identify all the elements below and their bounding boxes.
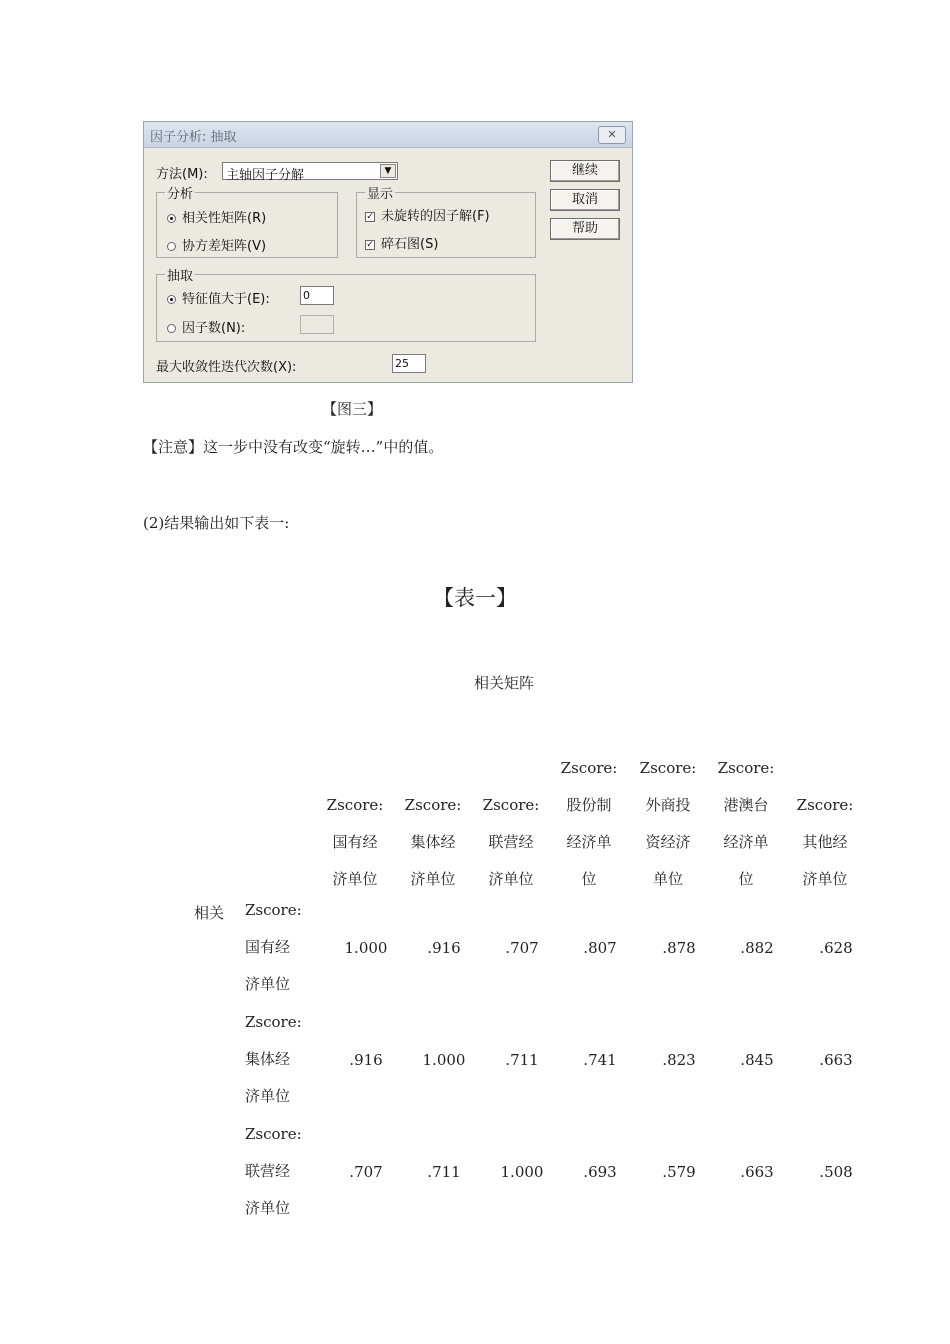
column-header <box>394 787 472 898</box>
column-header-line: Zscore: <box>639 759 697 777</box>
table-cell: .508 <box>819 1163 853 1181</box>
row-label-line: 济单位 <box>245 975 291 993</box>
column-header-line: 经济单 <box>723 833 769 851</box>
checkbox-scree-plot[interactable] <box>365 233 438 252</box>
column-header-line: 联营经 <box>488 833 534 851</box>
figure-caption: 【图三】 <box>322 400 383 418</box>
row-label-line: 联营经 <box>245 1162 291 1180</box>
checkbox-scree-label: 碎石图(S) <box>381 237 439 252</box>
row-label-line: Zscore: <box>245 1125 302 1143</box>
radio-factor-count[interactable] <box>167 317 245 336</box>
radio-eigenvalue[interactable] <box>167 288 270 307</box>
column-header-line: 股份制 <box>566 796 612 814</box>
extract-legend: 抽取 <box>165 265 195 284</box>
continue-button[interactable]: 继续 <box>550 160 620 182</box>
analysis-group <box>156 187 338 258</box>
close-icon[interactable]: ✕ <box>598 126 626 144</box>
column-header-line: 国有经 <box>332 833 378 851</box>
table-cell: .916 <box>427 939 461 957</box>
column-header <box>472 787 550 898</box>
column-header-line: 济单位 <box>488 870 534 888</box>
table-cell: .663 <box>819 1051 853 1069</box>
radio-unselected-icon <box>167 242 176 251</box>
row-label-line: Zscore: <box>245 1013 302 1031</box>
row-label-line: 集体经 <box>245 1050 291 1068</box>
table-cell: 1.000 <box>422 1051 466 1069</box>
radio-selected-icon <box>167 214 176 223</box>
column-header <box>707 750 785 898</box>
table-title: 【表一】 <box>433 586 517 610</box>
column-header-line: 单位 <box>652 870 683 888</box>
method-label: 方法(M): <box>156 167 208 182</box>
factor-count-input[interactable] <box>300 315 334 334</box>
checkmark-icon: ✓ <box>366 239 374 250</box>
radio-covariance-matrix[interactable] <box>167 235 266 254</box>
table-cell: .807 <box>583 939 617 957</box>
dialog-title: 因子分析: 抽取 <box>150 130 237 145</box>
table-cell: .741 <box>583 1051 617 1069</box>
radio-selected-icon <box>167 295 176 304</box>
checkbox-unrotated-label: 未旋转的因子解(F) <box>381 209 490 224</box>
column-header-line: 经济单 <box>566 833 612 851</box>
radio-covariance-label: 协方差矩阵(V) <box>182 239 267 254</box>
row-label-line: Zscore: <box>245 901 302 919</box>
analysis-legend: 分析 <box>165 183 195 202</box>
table-cell: .882 <box>740 939 774 957</box>
extract-group <box>156 269 536 342</box>
section-label: 相关 <box>194 904 225 922</box>
display-group <box>356 187 536 258</box>
column-header <box>786 787 864 898</box>
row-label-line: 济单位 <box>245 1087 291 1105</box>
max-iterations-input[interactable]: 25 <box>392 354 426 373</box>
row-label <box>245 1004 302 1115</box>
column-header-line: 港澳台 <box>723 796 769 814</box>
column-header-line: Zscore: <box>326 796 384 814</box>
table-cell: .579 <box>662 1163 696 1181</box>
column-header-line: 资经济 <box>645 833 691 851</box>
radio-unselected-icon <box>167 324 176 333</box>
dialog-titlebar[interactable] <box>144 122 632 148</box>
checkmark-icon: ✓ <box>366 211 374 222</box>
table-cell: .663 <box>740 1163 774 1181</box>
table-cell: .878 <box>662 939 696 957</box>
radio-eigenvalue-label: 特征值大于(E): <box>182 292 270 307</box>
extraction-dialog <box>143 121 633 383</box>
row-label-line: 济单位 <box>245 1199 291 1217</box>
radio-factor-count-label: 因子数(N): <box>182 321 246 336</box>
column-header-line: Zscore: <box>560 759 618 777</box>
table-cell: .916 <box>349 1051 383 1069</box>
column-header-line: 济单位 <box>332 870 378 888</box>
table-cell: .823 <box>662 1051 696 1069</box>
table-cell: .693 <box>583 1163 617 1181</box>
checkbox-unrotated-solution[interactable] <box>365 205 490 224</box>
table-cell: .707 <box>505 939 539 957</box>
help-button[interactable]: 帮助 <box>550 218 620 240</box>
table-cell: 1.000 <box>500 1163 544 1181</box>
column-header-line: Zscore: <box>404 796 462 814</box>
eigenvalue-input[interactable]: 0 <box>300 286 334 305</box>
table-cell: .711 <box>427 1163 461 1181</box>
column-header-line: 外商投 <box>645 796 691 814</box>
column-header <box>550 750 628 898</box>
table-cell: .628 <box>819 939 853 957</box>
max-iterations-label: 最大收敛性迭代次数(X): <box>156 360 297 375</box>
column-header-line: Zscore: <box>717 759 775 777</box>
column-header-line: 济单位 <box>802 870 848 888</box>
radio-correlation-label: 相关性矩阵(R) <box>182 211 267 226</box>
note-text: 【注意】这一步中没有改变“旋转…”中的值。 <box>143 438 444 456</box>
column-header <box>316 787 394 898</box>
column-header-line: Zscore: <box>796 796 854 814</box>
chevron-down-icon[interactable]: ▼ <box>380 164 396 178</box>
column-header-line: 集体经 <box>410 833 456 851</box>
column-header-line: 其他经 <box>802 833 848 851</box>
table-cell: .707 <box>349 1163 383 1181</box>
radio-correlation-matrix[interactable] <box>167 207 266 226</box>
row-label <box>245 1116 302 1227</box>
result-line: (2)结果输出如下表一: <box>143 514 290 532</box>
table-cell: 1.000 <box>344 939 388 957</box>
column-header-line: 位 <box>738 870 754 888</box>
table-cell: .711 <box>505 1051 539 1069</box>
matrix-title: 相关矩阵 <box>473 674 534 692</box>
column-header <box>629 750 707 898</box>
row-label-line: 国有经 <box>245 938 291 956</box>
display-legend: 显示 <box>365 183 395 202</box>
method-select[interactable] <box>222 162 398 183</box>
method-value: 主轴因子分解 <box>226 168 305 183</box>
row-label <box>245 892 302 1003</box>
column-header-line: Zscore: <box>482 796 540 814</box>
column-header-line: 济单位 <box>410 870 456 888</box>
column-header-line: 位 <box>581 870 597 888</box>
table-cell: .845 <box>740 1051 774 1069</box>
cancel-button[interactable]: 取消 <box>550 189 620 211</box>
